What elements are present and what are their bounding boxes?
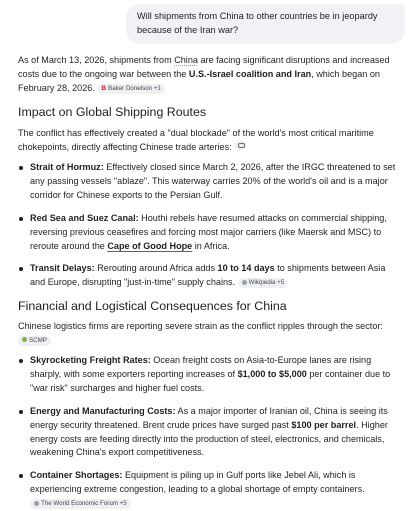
- item-text: Equipment is piling up in Gulf ports like Jebel Ali, which is experiencing extreme congestion, leading to a global shortage of empty containers.: [30, 470, 365, 495]
- shipping-routes-list: [18, 161, 402, 290]
- item-text: As a major importer of Iranian oil, China is seeing its energy security threatened. Brent crude prices have surged past: [30, 405, 388, 430]
- source-chip-wikipedia[interactable]: [238, 278, 289, 288]
- chip-label: The World Economic Forum +5: [41, 500, 127, 508]
- item-bold: Transit Delays:: [30, 263, 95, 274]
- intro-text-3: , which began on February 28, 2026.: [18, 68, 380, 93]
- item-bold: Container Shortages:: [30, 470, 123, 481]
- intro-text-2: are facing significant disruptions and increased costs due to the ongoing war between the: [18, 55, 390, 79]
- list-item: [18, 354, 402, 396]
- list-item: [18, 469, 402, 511]
- source-chip-baker-donelson[interactable]: [97, 84, 165, 94]
- item-bold: Strait of Hormuz:: [30, 162, 104, 172]
- source-chip-wef[interactable]: [30, 499, 131, 509]
- link-icon[interactable]: [234, 141, 246, 150]
- section1-lead-text: The conflict has effectively created a "dual blockade" of the world's most critical maritime chokepoints, directly affecting Chinese trade arteries:: [18, 128, 374, 152]
- item-bold: Red Sea and Suez Canal:: [30, 212, 139, 223]
- list-item: [18, 405, 402, 461]
- item-text: Effectively closed since March 2, 2026, after the IRGC threatened to set any passing vessels "ablaze". This waterway carries 20% of the world's oil and is a major corridor for Chinese exports to the Persian Gulf.: [30, 162, 396, 200]
- section1-lead: [18, 127, 402, 155]
- scmp-icon: [22, 337, 27, 342]
- cape-of-good-hope-link[interactable]: Cape of Good Hope: [107, 240, 193, 251]
- item-text: Rerouting around Africa adds: [94, 263, 218, 274]
- intro-text-1: As of March 13, 2026, shipments from: [18, 55, 175, 65]
- section-heading-shipping-routes: Impact on Global Shipping Routes: [18, 105, 207, 119]
- intro-bold: U.S.-Israel coalition and Iran: [188, 68, 312, 79]
- item-text: Houthi rebels have resumed attacks on commercial shipping, reversing previous ceasefires and forcing most major carriers (like Maersk and MSC) to reroute around the: [30, 212, 387, 251]
- section2-lead: [18, 320, 402, 348]
- item-text: per container due to "war risk" surcharges and higher fuel costs.: [30, 368, 391, 393]
- chip-label: Baker Donelson +1: [108, 84, 161, 92]
- user-message-text: Will shipments from China to other countries be in jeopardy because of the Iran war?: [137, 11, 378, 35]
- section2-lead-text: Chinese logistics firms are reporting severe strain as the conflict ripples through the sector:: [18, 321, 383, 331]
- financial-consequences-list: [18, 354, 402, 511]
- user-message-bubble: [126, 4, 405, 44]
- world-economic-forum-icon: [34, 501, 39, 506]
- list-item: [18, 262, 402, 290]
- source-chip-scmp[interactable]: [18, 336, 51, 346]
- item-text: to shipments between Asia and Europe, disrupting "just-in-time" supply chains.: [30, 263, 386, 288]
- intro-paragraph: [18, 54, 402, 96]
- item-bold: $1,000 to $5,000: [237, 368, 307, 379]
- baker-donelson-logo-icon: B: [101, 84, 107, 92]
- list-item: [18, 161, 402, 203]
- chip-label: SCMP: [29, 336, 47, 344]
- item-bold: Skyrocketing Freight Rates:: [30, 355, 151, 365]
- item-text: Ocean freight costs on Asia-to-Europe lanes are rising sharply, with some exporters reporting increases of: [30, 355, 372, 379]
- chip-label: Wikipedia +5: [248, 279, 285, 287]
- wikipedia-icon: [242, 280, 247, 285]
- item-text: in Africa.: [192, 240, 230, 251]
- item-bold: $100 per barrel: [291, 419, 357, 430]
- list-item: [18, 212, 402, 254]
- item-bold: Energy and Manufacturing Costs:: [30, 405, 176, 416]
- china-entity-link[interactable]: China: [174, 55, 198, 65]
- item-text: . Higher energy costs are feeding directly into the production of steel, electronics, and chemicals, weakening China's export competitiveness.: [30, 419, 388, 458]
- item-bold: 10 to 14 days: [217, 263, 275, 274]
- section-heading-financial: Financial and Logistical Consequences for China: [18, 299, 287, 313]
